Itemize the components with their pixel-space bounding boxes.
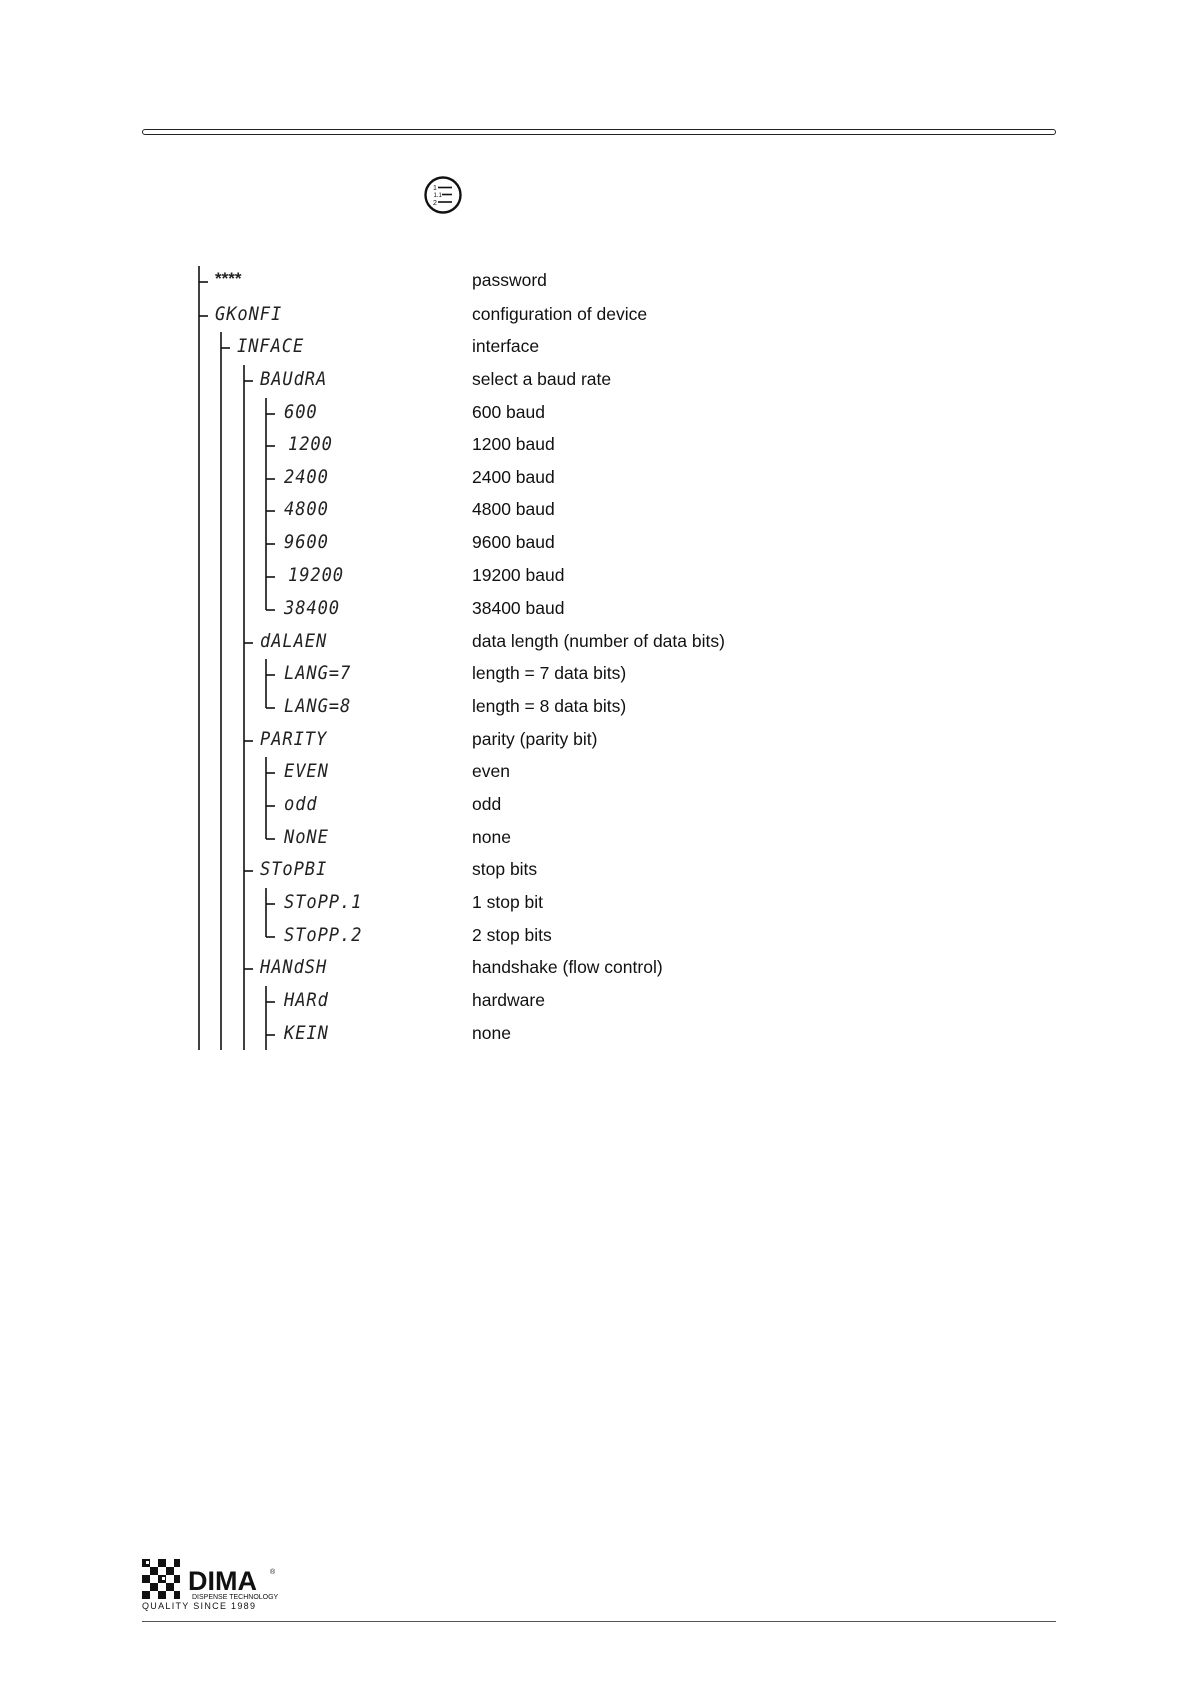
svg-text:1.1: 1.1	[433, 193, 442, 199]
tree-item-code: BAUdRA	[260, 368, 328, 390]
svg-text:1: 1	[433, 185, 437, 192]
tree-item-description: none	[472, 1023, 511, 1043]
tree-item-description: hardware	[472, 990, 545, 1010]
tree-item-code: INFACE	[237, 335, 305, 357]
tree-item-description: 9600 baud	[472, 532, 555, 552]
logo-slogan: QUALITY SINCE 1989	[142, 1601, 257, 1611]
company-logo	[142, 1557, 292, 1615]
tree-item-description: none	[472, 827, 511, 847]
tree-item-description: 1200 baud	[472, 434, 555, 454]
tree-item-code: LANG=7	[284, 662, 352, 684]
tree-item-code: EVEN	[284, 760, 329, 782]
tree-item-description: configuration of device	[472, 304, 648, 324]
tree-item-description: parity (parity bit)	[472, 729, 598, 749]
dima-checker-logo	[142, 1557, 292, 1615]
tree-item-code: 19200	[288, 564, 344, 586]
tree-item-code: HANdSH	[260, 956, 328, 978]
footer-rule	[142, 1621, 1056, 1622]
tree-item-description: password	[472, 270, 547, 290]
svg-text:2: 2	[433, 200, 437, 207]
svg-text:®: ®	[270, 1569, 276, 1576]
tree-item-code: HARd	[284, 989, 329, 1011]
logo-brand: DIMA	[188, 1566, 257, 1596]
tree-item-description: 1 stop bit	[472, 892, 544, 912]
tree-item-code: 2400	[284, 466, 329, 488]
tree-item-code: dALAEN	[260, 630, 328, 652]
tree-item-description: even	[472, 761, 510, 781]
tree-item-description: 19200 baud	[472, 565, 565, 585]
tree-item-code: ****	[215, 269, 242, 288]
tree-item-code: 1200	[288, 433, 333, 455]
tree-item-code: 38400	[284, 597, 340, 619]
tree-item-description: 2 stop bits	[472, 925, 552, 945]
tree-item-code: SToPP.2	[284, 924, 363, 946]
tree-item-description: 4800 baud	[472, 499, 555, 519]
tree-item-description: interface	[472, 336, 540, 356]
tree-item-code: LANG=8	[284, 695, 352, 717]
tree-item-description: length = 7 data bits)	[472, 663, 627, 683]
tree-item-code: 9600	[284, 531, 329, 553]
tree-item-code: PARITY	[260, 728, 328, 750]
tree-item-code: SToPP.1	[284, 891, 363, 913]
tree-item-description: 2400 baud	[472, 467, 555, 487]
tree-item-description: 38400 baud	[472, 598, 565, 618]
tree-item-code: GKoNFI	[215, 303, 283, 325]
tree-item-code: 4800	[284, 498, 329, 520]
tree-item-description: handshake (flow control)	[472, 957, 663, 977]
tree-item-description: stop bits	[472, 859, 538, 879]
tree-item-description: odd	[472, 794, 502, 814]
tree-item-code: 600	[284, 401, 318, 423]
tree-item-description: select a baud rate	[472, 369, 612, 389]
tree-item-code: SToPBI	[260, 858, 328, 880]
logo-tagline: DISPENSE TECHNOLOGY	[192, 1594, 279, 1601]
tree-item-description: length = 8 data bits)	[472, 696, 627, 716]
tree-item-code: KEIN	[284, 1022, 329, 1044]
tree-item-description: 600 baud	[472, 402, 545, 422]
tree-item-code: NoNE	[284, 826, 329, 848]
tree-item-code: odd	[284, 793, 318, 815]
tree-item-description: data length (number of data bits)	[472, 631, 725, 651]
